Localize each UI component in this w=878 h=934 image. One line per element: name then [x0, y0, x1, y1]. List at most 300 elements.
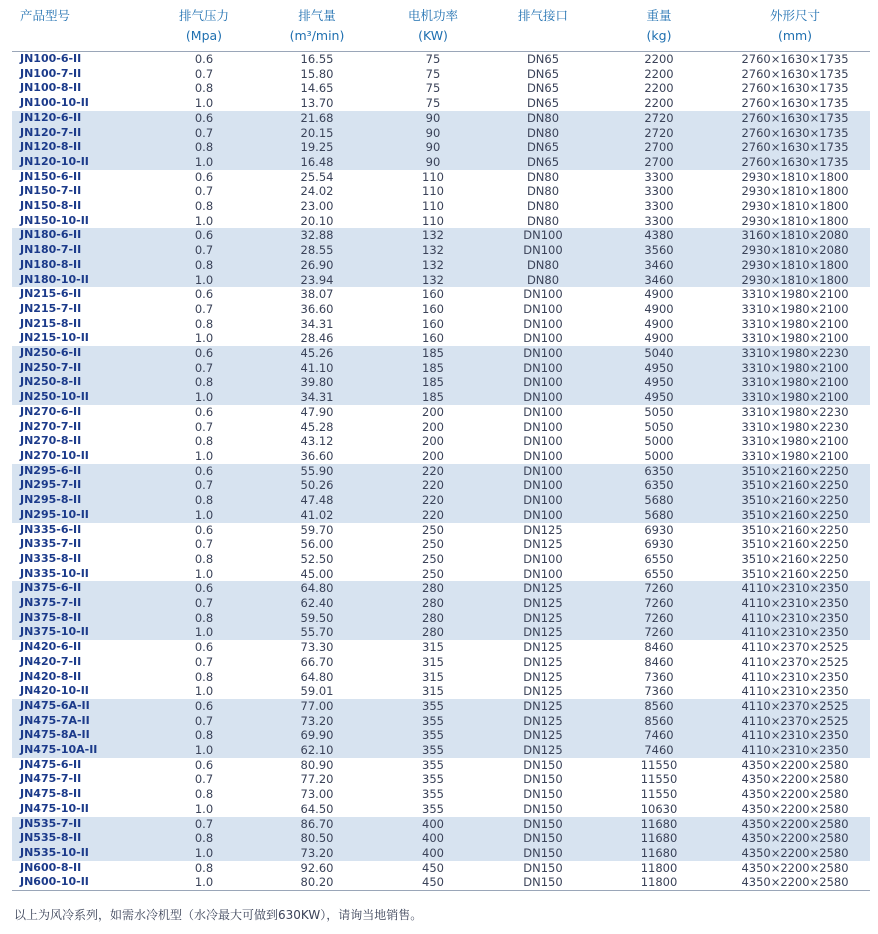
cell-flow: 69.90: [256, 728, 378, 743]
cell-outlet: DN100: [488, 375, 598, 390]
cell-power: 132: [378, 273, 488, 288]
cell-flow: 62.40: [256, 596, 378, 611]
cell-dimensions: 3510×2160×2250: [741, 522, 849, 537]
cell-pressure: 1.0: [152, 508, 256, 523]
cell-outlet: DN125: [523, 522, 563, 537]
table-row: [12, 699, 870, 714]
table-row: [12, 787, 870, 802]
table-body: [12, 52, 870, 891]
cell-model: JN420-8-II: [20, 669, 82, 683]
cell-model: JN270-7-II: [20, 419, 82, 433]
cell-power: 220: [378, 478, 488, 493]
cell-outlet: DN125: [488, 625, 598, 640]
cell-weight: 5050: [644, 419, 674, 434]
cell-model: JN295-7-II: [12, 478, 152, 493]
cell-outlet: DN80: [488, 126, 598, 141]
cell-weight: 4900: [644, 301, 674, 316]
cell-outlet: DN100: [523, 316, 563, 331]
table-row: [12, 567, 870, 582]
cell-dimensions: 4110×2310×2350: [720, 625, 870, 640]
header-model: 产品型号: [20, 8, 71, 23]
cell-outlet: DN65: [488, 155, 598, 170]
cell-power: 185: [378, 361, 488, 376]
cell-model: JN535-10-II: [12, 846, 152, 861]
cell-pressure: 1.0: [194, 684, 214, 699]
cell-power: 75: [425, 81, 441, 96]
cell-flow: 16.55: [300, 52, 334, 66]
cell-weight: 11550: [640, 772, 678, 787]
cell-pressure: 1.0: [194, 331, 214, 346]
cell-weight: 4950: [598, 390, 720, 405]
cell-outlet: DN65: [526, 52, 560, 66]
cell-model: JN475-10A-II: [12, 743, 152, 758]
cell-model: JN100-7-II: [20, 66, 82, 80]
cell-flow: 73.00: [300, 787, 334, 802]
cell-outlet: DN100: [488, 390, 598, 405]
cell-weight: 5680: [598, 508, 720, 523]
table-row: [12, 728, 870, 743]
cell-flow: 55.70: [256, 625, 378, 640]
cell-dimensions: 3510×2160×2250: [720, 493, 870, 508]
cell-power: 400: [378, 817, 488, 832]
cell-model: JN335-8-II: [20, 551, 82, 565]
cell-weight: 4900: [644, 316, 674, 331]
table-row: [12, 96, 870, 111]
cell-pressure: 1.0: [152, 846, 256, 861]
cell-pressure: 0.6: [152, 699, 256, 714]
table-row: [12, 611, 870, 626]
cell-weight: 5000: [644, 448, 674, 463]
cell-power: 75: [425, 96, 441, 111]
cell-pressure: 0.6: [152, 111, 256, 126]
cell-flow: 45.28: [300, 419, 334, 434]
cell-pressure: 1.0: [152, 390, 256, 405]
cell-model: JN150-7-II: [20, 184, 82, 198]
cell-model: JN180-7-II: [12, 243, 152, 258]
table-row: [12, 508, 870, 523]
cell-outlet: DN125: [488, 581, 598, 596]
header-pressure-unit: (Mpa): [185, 28, 223, 43]
table-row: [12, 184, 870, 199]
cell-power: 110: [422, 199, 444, 214]
cell-dimensions: 3510×2160×2250: [720, 464, 870, 479]
cell-dimensions: 2760×1630×1735: [741, 66, 849, 81]
cell-power: 200: [422, 419, 444, 434]
cell-weight: 10630: [640, 801, 678, 816]
cell-dimensions: 4110×2310×2350: [720, 581, 870, 596]
table-row: [12, 493, 870, 508]
cell-dimensions: 4350×2200×2580: [720, 817, 870, 832]
cell-weight: 3300: [644, 199, 674, 214]
cell-weight: 4900: [644, 287, 674, 302]
cell-outlet: DN100: [488, 346, 598, 361]
cell-flow: 52.50: [300, 551, 334, 566]
cell-flow: 15.80: [300, 66, 334, 81]
cell-model: JN475-7-II: [20, 772, 82, 786]
cell-power: 220: [378, 464, 488, 479]
cell-flow: 80.90: [300, 757, 334, 772]
cell-flow: 80.20: [300, 875, 334, 890]
cell-dimensions: 4350×2200×2580: [720, 846, 870, 861]
cell-power: 315: [422, 684, 444, 699]
cell-dimensions: 2760×1630×1735: [741, 52, 849, 66]
cell-dimensions: 4350×2200×2580: [741, 875, 849, 890]
table-row: [12, 523, 870, 538]
cell-flow: 36.60: [300, 448, 334, 463]
cell-power: 185: [378, 346, 488, 361]
table-row: [12, 478, 870, 493]
cell-pressure: 1.0: [152, 273, 256, 288]
table-row: [12, 52, 870, 67]
cell-pressure: 0.6: [152, 346, 256, 361]
header-model-unit: [12, 26, 152, 52]
table-row: [12, 126, 870, 141]
cell-pressure: 0.7: [194, 301, 214, 316]
cell-flow: 47.48: [256, 493, 378, 508]
cell-flow: 26.90: [256, 258, 378, 273]
cell-weight: 6350: [598, 464, 720, 479]
cell-power: 280: [378, 596, 488, 611]
cell-pressure: 0.6: [152, 464, 256, 479]
cell-dimensions: 4110×2370×2525: [741, 640, 849, 655]
cell-outlet: DN125: [523, 684, 563, 699]
cell-model: JN475-7A-II: [12, 714, 152, 729]
table-row: [12, 714, 870, 729]
cell-model: JN180-6-II: [12, 228, 152, 243]
cell-weight: 4950: [598, 375, 720, 390]
header-power: 电机功率: [407, 8, 458, 23]
cell-dimensions: 3310×1980×2230: [741, 404, 849, 419]
cell-outlet: DN150: [523, 860, 563, 875]
cell-weight: 8460: [644, 654, 674, 669]
cell-pressure: 1.0: [194, 566, 214, 581]
cell-pressure: 0.8: [194, 316, 214, 331]
cell-weight: 3300: [644, 169, 674, 184]
cell-model: JN215-7-II: [20, 301, 82, 315]
cell-model: JN150-8-II: [20, 199, 82, 213]
header-outlet-unit: [488, 26, 598, 52]
cell-model: JN100-8-II: [20, 81, 82, 95]
cell-dimensions: 2930×1810×1800: [741, 199, 849, 214]
cell-weight: 11680: [598, 817, 720, 832]
cell-flow: 13.70: [300, 96, 334, 111]
cell-dimensions: 4110×2370×2525: [741, 654, 849, 669]
cell-outlet: DN65: [526, 81, 560, 96]
cell-weight: 7260: [598, 625, 720, 640]
cell-pressure: 0.6: [194, 404, 214, 419]
cell-weight: 3300: [644, 213, 674, 228]
cell-power: 75: [425, 52, 441, 66]
cell-flow: 16.48: [256, 155, 378, 170]
cell-weight: 3460: [598, 258, 720, 273]
table-row: [12, 846, 870, 861]
table-row: [12, 317, 870, 332]
cell-flow: 32.88: [256, 228, 378, 243]
cell-model: JN250-10-II: [12, 390, 152, 405]
cell-dimensions: 4110×2310×2350: [741, 669, 849, 684]
cell-flow: 41.02: [256, 508, 378, 523]
cell-model: JN475-8-II: [20, 787, 82, 801]
table-row: [12, 670, 870, 685]
cell-model: JN270-10-II: [20, 448, 89, 462]
table-row: [12, 420, 870, 435]
cell-weight: 3560: [598, 243, 720, 258]
cell-model: JN475-10-II: [20, 801, 89, 815]
cell-model: JN535-8-II: [12, 831, 152, 846]
cell-model: JN295-8-II: [12, 493, 152, 508]
cell-power: 110: [422, 184, 444, 199]
cell-dimensions: 4110×2310×2350: [720, 743, 870, 758]
cell-model: JN335-6-II: [20, 522, 82, 536]
cell-flow: 20.10: [300, 213, 334, 228]
cell-flow: 64.50: [300, 801, 334, 816]
cell-power: 355: [422, 801, 444, 816]
cell-dimensions: 3310×1980×2100: [741, 448, 849, 463]
cell-dimensions: 2760×1630×1735: [741, 96, 849, 111]
cell-outlet: DN100: [488, 493, 598, 508]
cell-outlet: DN80: [526, 184, 560, 199]
cell-model: JN215-6-II: [20, 287, 82, 301]
cell-power: 400: [378, 846, 488, 861]
cell-flow: 34.31: [300, 316, 334, 331]
cell-dimensions: 3510×2160×2250: [720, 478, 870, 493]
cell-power: 185: [378, 375, 488, 390]
cell-dimensions: 3510×2160×2250: [741, 537, 849, 552]
cell-model: JN270-6-II: [20, 404, 82, 418]
cell-pressure: 1.0: [194, 875, 214, 890]
cell-outlet: DN100: [488, 243, 598, 258]
cell-pressure: 0.8: [194, 787, 214, 802]
cell-power: 280: [378, 625, 488, 640]
cell-model: JN215-10-II: [20, 331, 89, 345]
cell-flow: 45.00: [300, 566, 334, 581]
cell-flow: 14.65: [300, 81, 334, 96]
cell-dimensions: 4110×2310×2350: [720, 728, 870, 743]
cell-weight: 3300: [644, 184, 674, 199]
cell-weight: 7260: [598, 596, 720, 611]
table-row: [12, 596, 870, 611]
table-row: [12, 802, 870, 817]
table-header: [12, 6, 870, 52]
table-row: [12, 287, 870, 302]
table-row: [12, 258, 870, 273]
cell-weight: 2720: [598, 126, 720, 141]
cell-pressure: 0.8: [194, 434, 214, 449]
cell-weight: 4900: [644, 331, 674, 346]
cell-dimensions: 2930×1810×1800: [741, 213, 849, 228]
cell-model: JN335-7-II: [20, 537, 82, 551]
cell-pressure: 0.7: [194, 654, 214, 669]
cell-weight: 8460: [644, 640, 674, 655]
table-row: [12, 405, 870, 420]
cell-outlet: DN125: [523, 654, 563, 669]
cell-power: 355: [378, 699, 488, 714]
cell-outlet: DN100: [488, 478, 598, 493]
cell-flow: 41.10: [256, 361, 378, 376]
cell-weight: 6350: [598, 478, 720, 493]
cell-dimensions: 3160×1810×2080: [720, 228, 870, 243]
cell-dimensions: 4110×2310×2350: [720, 596, 870, 611]
header-outlet: 排气接口: [517, 8, 568, 23]
cell-weight: 4950: [598, 361, 720, 376]
cell-pressure: 0.7: [152, 126, 256, 141]
cell-power: 355: [422, 757, 444, 772]
cell-weight: 7360: [644, 684, 674, 699]
cell-dimensions: 3310×1980×2230: [741, 419, 849, 434]
cell-power: 132: [378, 258, 488, 273]
cell-dimensions: 3510×2160×2250: [741, 551, 849, 566]
cell-dimensions: 3310×1980×2230: [720, 346, 870, 361]
cell-power: 132: [378, 228, 488, 243]
cell-flow: 73.20: [256, 846, 378, 861]
table-footer-rule: [12, 891, 870, 896]
cell-flow: 24.02: [300, 184, 334, 199]
cell-weight: 7360: [644, 669, 674, 684]
cell-model: JN420-7-II: [20, 654, 82, 668]
cell-weight: 2200: [644, 96, 674, 111]
cell-dimensions: 3310×1980×2100: [720, 361, 870, 376]
cell-power: 160: [422, 331, 444, 346]
cell-dimensions: 2930×1810×1800: [741, 184, 849, 199]
cell-model: JN120-7-II: [12, 126, 152, 141]
cell-model: JN295-6-II: [12, 464, 152, 479]
table-row: [12, 552, 870, 567]
cell-dimensions: 3310×1980×2100: [720, 375, 870, 390]
table-row: [12, 743, 870, 758]
cell-weight: 2700: [598, 140, 720, 155]
cell-weight: 6550: [644, 566, 674, 581]
cell-model: JN475-6A-II: [12, 699, 152, 714]
cell-power: 200: [422, 404, 444, 419]
spec-table: [12, 6, 870, 895]
cell-outlet: DN100: [523, 434, 563, 449]
cell-power: 250: [422, 522, 444, 537]
header-row-1: [12, 6, 870, 26]
table-row: [12, 772, 870, 787]
table-row: [12, 214, 870, 229]
cell-weight: 2200: [644, 66, 674, 81]
cell-pressure: 0.6: [152, 581, 256, 596]
table-row: [12, 111, 870, 126]
cell-flow: 50.26: [256, 478, 378, 493]
cell-flow: 47.90: [300, 404, 334, 419]
cell-weight: 11680: [598, 846, 720, 861]
cell-dimensions: 2760×1630×1735: [720, 140, 870, 155]
cell-flow: 80.50: [256, 831, 378, 846]
cell-flow: 21.68: [256, 111, 378, 126]
cell-outlet: DN65: [526, 66, 560, 81]
cell-weight: 7260: [598, 611, 720, 626]
table-row: [12, 390, 870, 405]
cell-model: JN120-10-II: [12, 155, 152, 170]
cell-weight: 6930: [644, 522, 674, 537]
cell-dimensions: 2760×1630×1735: [741, 81, 849, 96]
cell-flow: 92.60: [300, 860, 334, 875]
cell-pressure: 0.6: [194, 757, 214, 772]
cell-flow: 45.26: [256, 346, 378, 361]
cell-dimensions: 2760×1630×1735: [720, 111, 870, 126]
cell-outlet: DN80: [488, 273, 598, 288]
cell-outlet: DN80: [526, 213, 560, 228]
cell-pressure: 0.6: [194, 287, 214, 302]
cell-model: JN100-6-II: [20, 52, 82, 65]
cell-outlet: DN125: [488, 611, 598, 626]
cell-flow: 34.31: [256, 390, 378, 405]
cell-dimensions: 4110×2310×2350: [741, 684, 849, 699]
cell-model: JN375-7-II: [12, 596, 152, 611]
cell-power: 200: [422, 448, 444, 463]
cell-weight: 11550: [640, 787, 678, 802]
cell-pressure: 1.0: [194, 801, 214, 816]
cell-pressure: 0.7: [194, 537, 214, 552]
cell-power: 220: [378, 493, 488, 508]
cell-model: JN420-6-II: [20, 640, 82, 654]
cell-dimensions: 3310×1980×2100: [720, 390, 870, 405]
cell-weight: 8560: [598, 699, 720, 714]
table-row: [12, 273, 870, 288]
cell-weight: 2200: [644, 52, 674, 66]
cell-pressure: 0.6: [194, 169, 214, 184]
table-row: [12, 140, 870, 155]
cell-model: JN375-8-II: [12, 611, 152, 626]
cell-pressure: 0.8: [194, 669, 214, 684]
cell-weight: 11800: [640, 860, 678, 875]
cell-outlet: DN100: [488, 508, 598, 523]
cell-dimensions: 2930×1810×1800: [720, 258, 870, 273]
table-row: [12, 67, 870, 82]
cell-flow: 28.46: [300, 331, 334, 346]
cell-power: 185: [378, 390, 488, 405]
header-power-unit: (KW): [418, 28, 448, 43]
cell-outlet: DN150: [523, 801, 563, 816]
cell-flow: 62.10: [256, 743, 378, 758]
cell-dimensions: 4350×2200×2580: [741, 801, 849, 816]
cell-pressure: 0.6: [194, 640, 214, 655]
cell-pressure: 1.0: [194, 96, 214, 111]
cell-flow: 64.80: [256, 581, 378, 596]
table-row: [12, 875, 870, 890]
cell-pressure: 1.0: [152, 155, 256, 170]
cell-model: JN180-10-II: [12, 273, 152, 288]
footnote: 以上为风冷系列，如需水冷机型（水冷最大可做到630KW），请询当地销售。: [14, 908, 423, 922]
cell-flow: 59.70: [300, 522, 334, 537]
cell-pressure: 0.7: [194, 772, 214, 787]
cell-power: 110: [422, 169, 444, 184]
table-row: [12, 228, 870, 243]
cell-flow: 56.00: [300, 537, 334, 552]
cell-pressure: 0.8: [152, 140, 256, 155]
table-row: [12, 346, 870, 361]
cell-power: 132: [378, 243, 488, 258]
cell-outlet: DN65: [526, 96, 560, 111]
cell-dimensions: 2930×1810×1800: [741, 169, 849, 184]
cell-flow: 77.00: [256, 699, 378, 714]
cell-flow: 28.55: [256, 243, 378, 258]
cell-pressure: 0.8: [152, 728, 256, 743]
cell-outlet: DN100: [488, 361, 598, 376]
cell-outlet: DN125: [488, 596, 598, 611]
cell-weight: 2200: [644, 81, 674, 96]
cell-power: 450: [422, 875, 444, 890]
cell-pressure: 0.6: [194, 52, 214, 66]
cell-model: JN250-7-II: [12, 361, 152, 376]
cell-power: 280: [378, 611, 488, 626]
cell-power: 355: [378, 714, 488, 729]
table-row: [12, 758, 870, 773]
cell-pressure: 0.7: [152, 817, 256, 832]
cell-pressure: 0.7: [194, 66, 214, 81]
header-flow-unit: (m³/min): [289, 28, 345, 43]
